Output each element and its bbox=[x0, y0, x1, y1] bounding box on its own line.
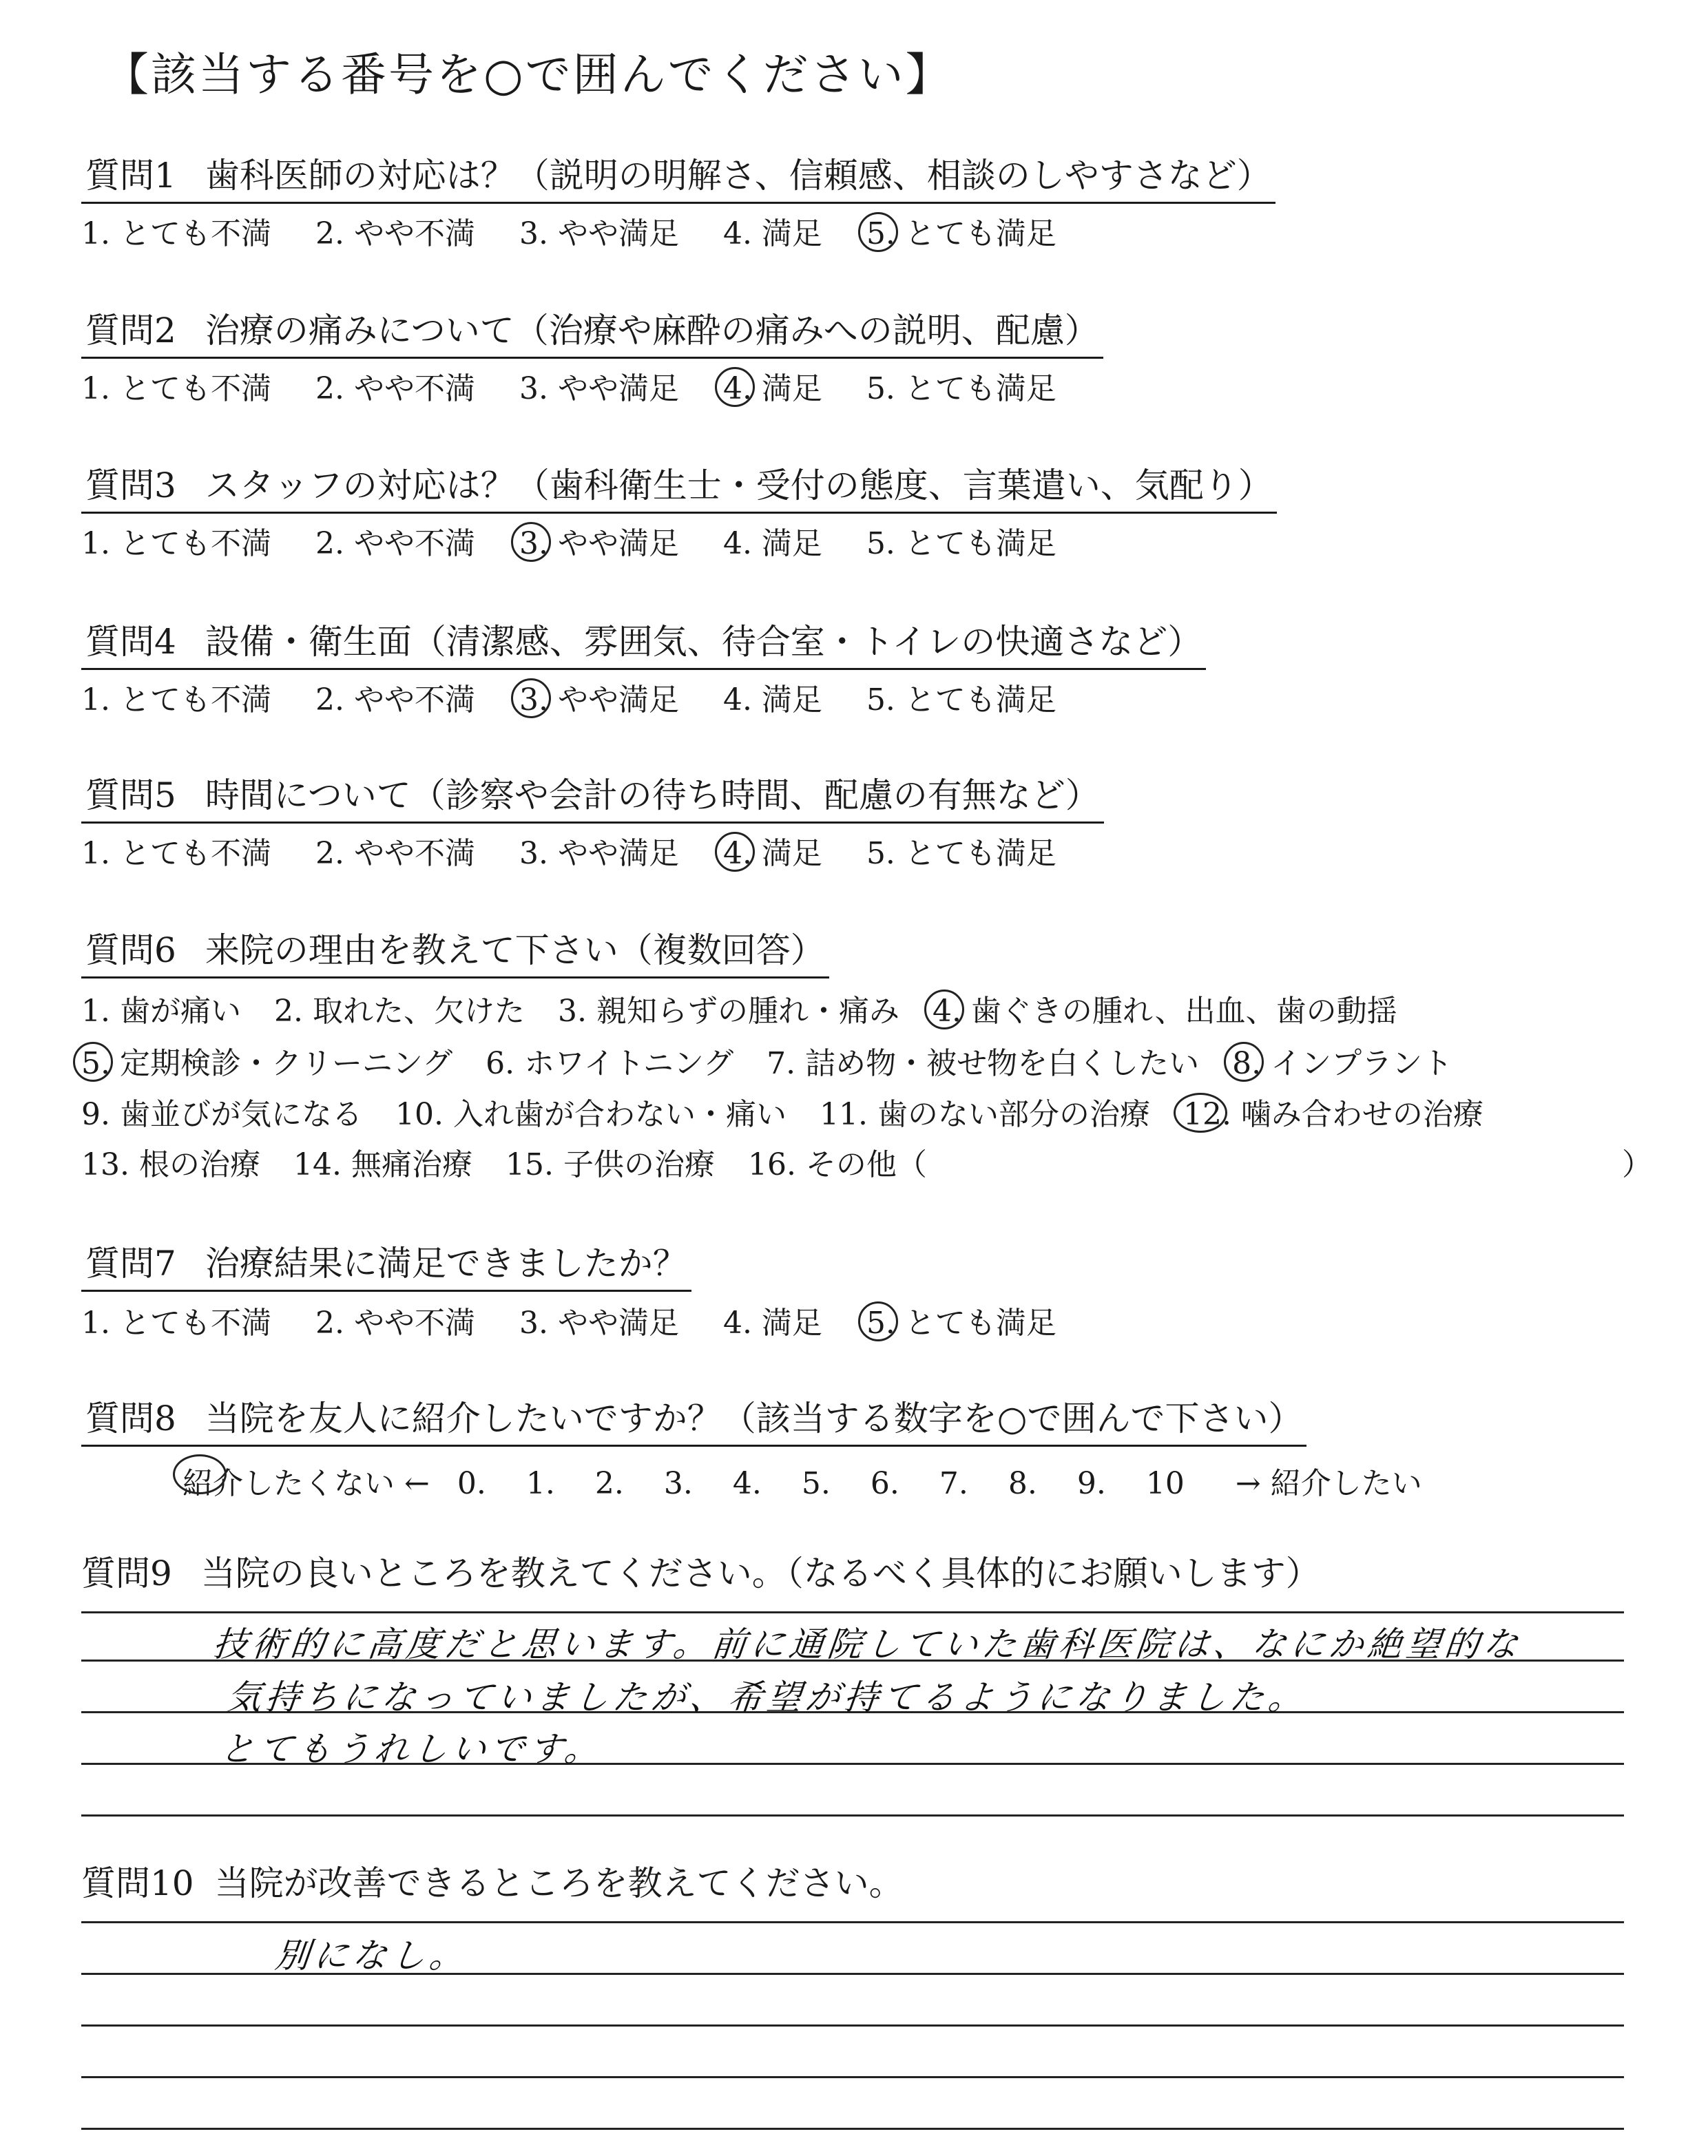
scale-value[interactable] bbox=[939, 1466, 1008, 1501]
rating-option[interactable] bbox=[315, 828, 475, 872]
option-number: 2. bbox=[273, 994, 303, 1029]
question-number: 質問3 bbox=[85, 465, 176, 505]
rating-option[interactable] bbox=[866, 209, 1056, 253]
option-label: やや満足 bbox=[548, 216, 679, 251]
other-close-paren: ） bbox=[1622, 1147, 1652, 1182]
rating-option[interactable] bbox=[723, 828, 822, 872]
question-text: 歯科医師の対応は？（説明の明解さ、信頼感、相談のしやすさなど） bbox=[205, 156, 1271, 196]
option-number: 1. bbox=[81, 526, 110, 561]
option-label: 詰め物・被せ物を白くしたい bbox=[795, 1046, 1200, 1081]
reason-option[interactable] bbox=[486, 1038, 733, 1082]
option-number: 12. bbox=[1183, 1097, 1231, 1132]
option-label: やや満足 bbox=[548, 682, 679, 718]
page-title: 【該当する番号を○で囲んでください】 bbox=[103, 48, 953, 101]
rating-option[interactable] bbox=[723, 675, 822, 719]
option-label: とても不満 bbox=[110, 1306, 271, 1341]
question-5-options bbox=[81, 828, 1101, 872]
option-label: 噛み合わせの治療 bbox=[1231, 1097, 1483, 1132]
reason-option[interactable] bbox=[81, 1089, 362, 1133]
option-number: 2. bbox=[315, 682, 344, 718]
option-number: 3. bbox=[519, 371, 548, 406]
question-8-heading bbox=[81, 1391, 1306, 1447]
scale-number: 10 bbox=[1145, 1466, 1185, 1501]
option-label: やや不満 bbox=[344, 526, 475, 561]
question-number: 質問8 bbox=[85, 1399, 176, 1438]
option-number: 1. bbox=[81, 682, 110, 718]
option-number: 6. bbox=[486, 1046, 515, 1081]
scale-number: 8. bbox=[1008, 1466, 1037, 1501]
rating-option[interactable] bbox=[866, 675, 1056, 719]
question-9-heading bbox=[81, 1546, 1320, 1595]
option-number: 3. bbox=[519, 836, 548, 871]
option-label: 根の治療 bbox=[129, 1147, 260, 1182]
rating-option[interactable] bbox=[81, 364, 271, 408]
rating-option[interactable] bbox=[81, 675, 271, 719]
question-2-options bbox=[81, 364, 1101, 408]
rating-option[interactable] bbox=[519, 209, 679, 253]
option-label: とても満足 bbox=[895, 216, 1056, 251]
question-number: 質問7 bbox=[85, 1244, 176, 1284]
question-1-heading bbox=[81, 148, 1275, 204]
option-number: 10. bbox=[395, 1097, 444, 1132]
scale-left-label: 紹介したくない ← bbox=[183, 1466, 430, 1501]
rating-option[interactable] bbox=[81, 209, 271, 253]
q6-option-row bbox=[81, 1089, 1517, 1133]
option-label: 取れた、欠けた bbox=[302, 994, 525, 1029]
option-number: 4. bbox=[722, 836, 752, 871]
option-label: インプラント bbox=[1261, 1046, 1453, 1081]
scale-number: 1. bbox=[525, 1466, 555, 1501]
answer-line bbox=[81, 2128, 1624, 2130]
option-label: やや不満 bbox=[344, 836, 475, 871]
reason-option[interactable] bbox=[81, 1038, 452, 1082]
answer-line bbox=[81, 2024, 1624, 2027]
scale-value[interactable] bbox=[1008, 1466, 1077, 1501]
reason-option[interactable] bbox=[395, 1089, 787, 1133]
option-label: とても不満 bbox=[110, 216, 271, 251]
option-label: 満足 bbox=[751, 836, 822, 871]
option-label: 子供の治療 bbox=[553, 1147, 715, 1182]
question-5-heading bbox=[81, 768, 1104, 824]
scale-number: 4. bbox=[732, 1466, 762, 1501]
option-label: 歯並びが気になる bbox=[110, 1097, 362, 1132]
option-number: 5. bbox=[866, 216, 895, 251]
rating-option[interactable] bbox=[315, 209, 475, 253]
reason-option[interactable] bbox=[506, 1140, 715, 1184]
scale-number: 7. bbox=[939, 1466, 968, 1501]
option-number: 4. bbox=[722, 216, 752, 251]
option-label: 親知らずの腫れ・痛み bbox=[586, 994, 899, 1029]
option-label: 満足 bbox=[751, 526, 822, 561]
rating-option[interactable] bbox=[866, 519, 1056, 563]
option-label: とても不満 bbox=[110, 682, 271, 718]
reason-option[interactable] bbox=[820, 1089, 1150, 1133]
question-text: 時間について（診察や会計の待ち時間、配慮の有無など） bbox=[205, 775, 1100, 815]
rating-option[interactable] bbox=[81, 828, 271, 872]
option-number: 3. bbox=[519, 1306, 548, 1341]
question-1-options bbox=[81, 209, 1101, 253]
question-text: 来院の理由を教えて下さい（複数回答） bbox=[205, 930, 825, 970]
option-label: やや不満 bbox=[344, 682, 475, 718]
option-number: 2. bbox=[315, 216, 344, 251]
scale-value[interactable] bbox=[871, 1466, 939, 1501]
question-number: 質問6 bbox=[85, 930, 176, 970]
option-number: 5. bbox=[81, 1046, 110, 1081]
option-number: 2. bbox=[315, 526, 344, 561]
question-10-heading bbox=[81, 1856, 904, 1905]
option-number: 7. bbox=[767, 1046, 796, 1081]
option-number: 4. bbox=[932, 994, 961, 1029]
option-number: 5. bbox=[866, 836, 895, 871]
option-label: やや満足 bbox=[548, 1306, 679, 1341]
option-number: 4. bbox=[722, 1306, 752, 1341]
q9-answer-line-3: とてもうれしいです。 bbox=[218, 1729, 605, 1769]
option-label: とても満足 bbox=[895, 836, 1056, 871]
option-number: 11. bbox=[819, 1097, 868, 1132]
option-number: 3. bbox=[519, 216, 548, 251]
scale-value[interactable] bbox=[1077, 1466, 1146, 1501]
q9-answer-line-1: 技術的に高度だと思います。前に通院していた歯科医院は、なにか絶望的な bbox=[211, 1624, 1524, 1664]
reason-option[interactable] bbox=[81, 986, 241, 1030]
rating-option[interactable] bbox=[866, 1298, 1056, 1342]
option-label: 歯ぐきの腫れ、出血、歯の動揺 bbox=[961, 994, 1397, 1029]
option-label: やや満足 bbox=[548, 526, 679, 561]
rating-option[interactable] bbox=[519, 519, 679, 563]
option-number: 1. bbox=[81, 1306, 110, 1341]
option-label: とても満足 bbox=[895, 682, 1056, 718]
reason-option[interactable] bbox=[933, 986, 1397, 1030]
scale-number: 2. bbox=[594, 1466, 624, 1501]
recommend-scale bbox=[183, 1458, 1422, 1503]
option-number: 4. bbox=[722, 371, 752, 406]
option-number: 3. bbox=[557, 994, 587, 1029]
scale-number: 9. bbox=[1076, 1466, 1106, 1501]
scale-value[interactable] bbox=[664, 1466, 733, 1501]
rating-option[interactable] bbox=[723, 364, 822, 408]
option-label: 歯が痛い bbox=[110, 994, 241, 1029]
reason-option[interactable] bbox=[293, 1140, 472, 1184]
question-number: 質問9 bbox=[81, 1553, 172, 1593]
option-number: 4. bbox=[722, 682, 752, 718]
scale-right-label: → 紹介したい bbox=[1235, 1466, 1422, 1501]
question-number: 質問5 bbox=[85, 775, 176, 815]
question-text: 治療の痛みについて（治療や麻酔の痛みへの説明、配慮） bbox=[205, 311, 1099, 350]
rating-option[interactable] bbox=[866, 828, 1056, 872]
question-text: 当院を友人に紹介したいですか？（該当する数字を○で囲んで下さい） bbox=[205, 1399, 1303, 1438]
q9-answer-line-2: 気持ちになっていましたが、希望が持てるようになりました。 bbox=[225, 1677, 1309, 1717]
option-number: 1. bbox=[81, 216, 110, 251]
option-label: とても満足 bbox=[895, 1306, 1056, 1341]
option-number: 3. bbox=[519, 526, 548, 561]
option-label: ホワイトニング bbox=[514, 1046, 734, 1081]
option-label: やや満足 bbox=[548, 836, 679, 871]
rating-option[interactable] bbox=[723, 519, 822, 563]
scale-value[interactable] bbox=[595, 1466, 664, 1501]
scale-number: 0. bbox=[457, 1466, 486, 1501]
rating-option[interactable] bbox=[519, 675, 679, 719]
option-label: 歯のない部分の治療 bbox=[867, 1097, 1150, 1132]
question-7-heading bbox=[81, 1236, 691, 1292]
reason-option[interactable] bbox=[558, 986, 899, 1030]
question-text: 当院が改善できるところを教えてください。 bbox=[214, 1863, 904, 1903]
rating-option[interactable] bbox=[866, 364, 1056, 408]
question-text: 当院の良いところを教えてください。（なるべく具体的にお願いします） bbox=[200, 1553, 1320, 1593]
rating-option[interactable] bbox=[315, 675, 475, 719]
reason-option[interactable] bbox=[1232, 1038, 1452, 1082]
rating-option[interactable] bbox=[519, 364, 679, 408]
question-number: 質問10 bbox=[81, 1863, 194, 1903]
question-text: 治療結果に満足できましたか？ bbox=[205, 1244, 687, 1284]
question-3-heading bbox=[81, 458, 1277, 514]
option-label: 満足 bbox=[751, 682, 822, 718]
option-number: 1. bbox=[81, 371, 110, 406]
option-number: 1. bbox=[81, 836, 110, 871]
answer-line bbox=[81, 1611, 1624, 1613]
rating-option[interactable] bbox=[519, 1298, 679, 1342]
option-label: やや満足 bbox=[548, 371, 679, 406]
option-number: 3. bbox=[519, 682, 548, 718]
option-label: 無痛治療 bbox=[341, 1147, 472, 1182]
reason-option[interactable] bbox=[274, 986, 525, 1030]
scale-number: 5. bbox=[801, 1466, 831, 1501]
question-2-heading bbox=[81, 303, 1103, 359]
scale-number: 6. bbox=[870, 1466, 899, 1501]
option-number: 2. bbox=[315, 1306, 344, 1341]
option-number: 9. bbox=[81, 1097, 110, 1132]
scale-value[interactable] bbox=[1146, 1466, 1215, 1501]
option-number: 5. bbox=[866, 682, 895, 718]
answer-line bbox=[81, 2076, 1624, 2078]
rating-option[interactable] bbox=[723, 1298, 822, 1342]
option-label: やや不満 bbox=[344, 1306, 475, 1341]
option-label: その他（ bbox=[795, 1147, 927, 1182]
scale-value[interactable] bbox=[733, 1466, 802, 1501]
option-number: 5. bbox=[866, 526, 895, 561]
rating-option[interactable] bbox=[315, 519, 475, 563]
rating-option[interactable] bbox=[723, 209, 822, 253]
reason-option[interactable] bbox=[81, 1140, 260, 1184]
reason-option[interactable] bbox=[1183, 1089, 1483, 1133]
option-label: とても満足 bbox=[895, 526, 1056, 561]
q6-option-row bbox=[81, 986, 1430, 1030]
q6-option-row bbox=[81, 1038, 1486, 1082]
rating-option[interactable] bbox=[81, 1298, 271, 1342]
option-label: 満足 bbox=[751, 371, 822, 406]
option-label: とても満足 bbox=[895, 371, 1056, 406]
option-label: 満足 bbox=[751, 216, 822, 251]
rating-option[interactable] bbox=[81, 519, 271, 563]
option-label: 満足 bbox=[751, 1306, 822, 1341]
question-4-heading bbox=[81, 614, 1206, 670]
option-number: 5. bbox=[866, 371, 895, 406]
question-3-options bbox=[81, 519, 1101, 563]
question-4-options bbox=[81, 675, 1101, 719]
scale-number: 3. bbox=[663, 1466, 693, 1501]
question-7-options bbox=[81, 1298, 1101, 1342]
scale-value[interactable] bbox=[526, 1466, 595, 1501]
option-label: 定期検診・クリーニング bbox=[110, 1046, 453, 1081]
question-number: 質問1 bbox=[85, 156, 176, 196]
question-text: 設備・衛生面（清潔感、雰囲気、待合室・トイレの快適さなど） bbox=[205, 622, 1202, 662]
scale-value[interactable] bbox=[802, 1466, 871, 1501]
option-number: 2. bbox=[315, 836, 344, 871]
option-label: とても不満 bbox=[110, 371, 271, 406]
q6-option-row bbox=[81, 1140, 960, 1184]
q10-answer-line-1: 別になし。 bbox=[273, 1936, 470, 1976]
rating-option[interactable] bbox=[519, 828, 679, 872]
option-number: 8. bbox=[1232, 1046, 1262, 1081]
option-label: とても不満 bbox=[110, 836, 271, 871]
option-number: 5. bbox=[866, 1306, 895, 1341]
option-label: やや不満 bbox=[344, 216, 475, 251]
rating-option[interactable] bbox=[315, 1298, 475, 1342]
answer-line bbox=[81, 1921, 1624, 1923]
option-number: 4. bbox=[722, 526, 752, 561]
question-text: スタッフの対応は？（歯科衛生士・受付の態度、言葉遣い、気配り） bbox=[205, 465, 1273, 505]
option-number: 2. bbox=[315, 371, 344, 406]
option-number: 16. bbox=[747, 1147, 796, 1182]
option-label: とても不満 bbox=[110, 526, 271, 561]
question-number: 質問2 bbox=[85, 311, 176, 350]
option-number: 15. bbox=[505, 1147, 554, 1182]
option-label: 入れ歯が合わない・痛い bbox=[443, 1097, 787, 1132]
scale-value[interactable] bbox=[457, 1466, 526, 1501]
option-label: やや不満 bbox=[344, 371, 475, 406]
scale-ticks bbox=[457, 1466, 1215, 1501]
option-number: 14. bbox=[293, 1147, 342, 1182]
reason-option[interactable] bbox=[748, 1140, 927, 1184]
rating-option[interactable] bbox=[315, 364, 475, 408]
option-number: 1. bbox=[81, 994, 110, 1029]
answer-line bbox=[81, 1814, 1624, 1817]
question-6-heading bbox=[81, 923, 829, 978]
option-number: 13. bbox=[81, 1147, 129, 1182]
question-number: 質問4 bbox=[85, 622, 176, 662]
reason-option[interactable] bbox=[767, 1038, 1199, 1082]
